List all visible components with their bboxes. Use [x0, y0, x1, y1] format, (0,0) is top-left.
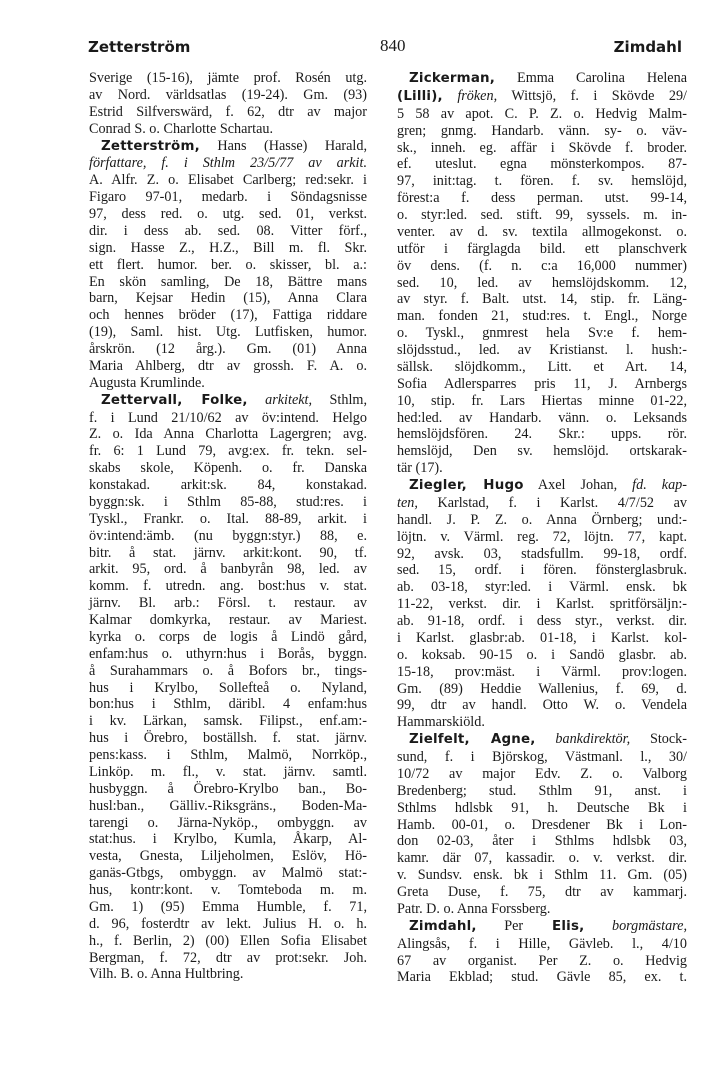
text-line: Z. o. Ida Anna Charlotta Lagergren; avg.	[89, 426, 367, 443]
text-line: sk., inneh. eg. affär i Skövde f. broder.	[397, 139, 687, 156]
entry-name: Zielfelt, Agne,	[409, 732, 536, 748]
text-line: bitr. å stat. järnv. arkit:kont. 90, tf.	[89, 544, 367, 561]
text-line: Augusta Krumlinde.	[89, 374, 205, 391]
text-line: o. styr:led. sed. stift. 99, syssels. m. in-	[397, 207, 687, 223]
running-head-left: Zetterström	[88, 38, 191, 56]
text-line: hus, kontr:kont. v. Tomteboda m. m.	[89, 882, 367, 898]
text-line: h., f. Berlin, 2) (00) Ellen Sofia Elisabet	[89, 932, 367, 949]
text-line: slöjdsstud., led. av Kristianst. l. hush:-	[397, 342, 687, 358]
text-line: 10, stip. fr. Lars Hiertas minne 01-22,	[397, 392, 687, 409]
text-line: författare, f. i Sthlm 23/5/77 av arkit.	[89, 155, 367, 172]
text-line: Figaro 97-01, medarb. i Söndagsnisse	[89, 189, 367, 206]
text-line: sed. 10, led. av hemslöjdskomm. 12,	[397, 274, 687, 291]
text-line: öv:intend:ämb. (nu byggn:styr.) 88, e.	[89, 527, 367, 544]
entry-zielfelt	[397, 731, 687, 918]
text-line: av Nord. världsatlas (19-24). Gm. (93)	[89, 86, 367, 103]
text-line: enfam:hus o. uthyrn:hus i Borås, byggn.	[89, 645, 367, 662]
entry-zimdahl	[397, 918, 687, 987]
text-line: i Karlst. glasbr:ab. 01-18, i Karlst. kol-	[397, 629, 687, 646]
text-line: ab. 03-18, styr:led. i Värml. ensk. bk	[397, 579, 687, 596]
text-line: hus i Krylbo, Sollefteå o. Nyland,	[89, 679, 367, 696]
text-line: kyrka o. corps de logis å Lindö gård,	[89, 628, 367, 645]
text-line: dir. i dess ab. sed. 08. Vitter förf.,	[89, 222, 367, 239]
text-line: skabs skole, Köpenh. o. fr. Danska	[89, 460, 367, 477]
entry-name: Zimdahl,	[409, 918, 477, 934]
text-line: och hennes bröder (17), Fattiga riddare	[89, 307, 367, 324]
text-line: Greta Duse, f. 75, dtr av kammarj.	[397, 884, 687, 900]
right-column	[397, 70, 687, 986]
text-line: Linköp. m. fl., v. stat. järnv. samtl.	[89, 763, 367, 780]
text-line: ganäs-Gtbgs, ombyggn. av Malmö stat:-	[89, 865, 367, 882]
text-line: Sverige (15-16), jämte prof. Rosén utg.	[89, 70, 367, 86]
text-line: stat:hus. i Krylbo, Kumla, Åkarp, Al-	[89, 831, 367, 848]
text-line: f. i Lund 21/10/62 av öv:intend. Helgo	[89, 409, 367, 426]
text-line: husbyggn. å Örebro-Krylbo ban., Bo-	[89, 780, 367, 797]
text-line: gren; gnmg. Handarb. vänn. sy- o. väv-	[397, 122, 687, 139]
text-line: A. Alfr. Z. o. Elisabet Carlberg; red:sekr. i	[89, 172, 367, 189]
entry-title: bankdirektör,	[535, 731, 631, 748]
text-line: arkit. 95, ord. å banbyrån 98, led. av	[89, 561, 367, 578]
text-line: pens:kass. i Sthlm, Malmö, Norrköp.,	[89, 747, 367, 763]
text-line: å Surahammars o. å Bofors br., tings-	[89, 662, 367, 679]
text-line: 99, dtr av handl. Otto W. o. Vendela	[397, 697, 687, 714]
entry-title: borgmästare,	[584, 917, 688, 934]
running-head-right: Zimdahl	[613, 38, 682, 56]
text-line: fr. 6: 1 Lund 79, avg:ex. fr. tekn. sel-	[89, 443, 367, 460]
text-line: Maria Ahlberg, dtr av grossh. F. A. o.	[89, 357, 367, 374]
text-line: tarengi o. Järna-Nyköp., ombyggn. av	[89, 814, 367, 831]
entry-ziegler	[397, 477, 687, 731]
text-line: kamr. där 07, kassadir. o. v. verkst. dir.	[397, 850, 687, 867]
text-line: (Lilli), fröken, Wittsjö, f. i Skövde 29/	[397, 87, 687, 104]
text-line: vesta, Gnesta, Liljeholmen, Eslöv, Hö-	[89, 848, 367, 865]
text-line: Hammarskiöld.	[397, 714, 485, 731]
text-line: förest:a f. dess perman. utst. 99-14,	[397, 190, 687, 207]
text-line: Sthlms hdlsbk 91, h. Deutsche Bk i	[397, 799, 687, 816]
text-line: konstakad. arkit:sk. 84, konstakad.	[89, 477, 367, 493]
text-line: Alingsås, f. i Hille, Gävleb. l., 4/10	[397, 935, 687, 952]
text-line: hed:led. av Handarb. vänn. o. Leksands	[397, 409, 687, 426]
text-line: hemslöjdsfören. 24. Skr.: upps. rör.	[397, 426, 687, 443]
text-line: man. fonden 21, stud:res. t. Engl., Norge	[397, 308, 687, 325]
text-line: Patr. D. o. Anna Forssberg.	[397, 900, 551, 917]
text-line: Sofia Adlersparres pris 11, J. Arnbergs	[397, 375, 687, 392]
text-line: o. Tyskl., gnmrest hela Sv:e f. hem-	[397, 325, 687, 342]
entry-title: fd. kap-	[617, 477, 687, 493]
entry-headline: Zielfelt, Agne, bankdirektör, Stock-	[409, 731, 687, 748]
text-line: Gm. 1) (95) Emma Humble, f. 71,	[89, 898, 367, 915]
text-line: i kv. Lärkan, samsk. Filipst., enf.am:-	[89, 713, 367, 730]
entry-headline: Zimdahl, Per Elis, borgmästare,	[409, 917, 688, 934]
text-line: byggn:sk. i Sthlm 85-88, stud:res. i	[89, 493, 367, 510]
entry-headline: Zettervall, Folke, arkitekt, Sthlm,	[101, 391, 367, 408]
text-line: d. 96, fosterdtr av lekt. Julius H. o. h.	[89, 915, 367, 932]
left-column	[89, 70, 367, 983]
text-line: husl:ban., Gälliv.-Riksgräns., Boden-Ma-	[89, 797, 367, 814]
text-line: Tyskl., Frankr. o. Ital. 88-89, arkit. i	[89, 510, 367, 527]
text-line: löjtn. v. Värml. reg. 72, löjtn. 77, kapt.	[397, 528, 687, 545]
entry-title: arkitekt,	[247, 391, 313, 408]
text-line: sällsk. slöjdkomm., Litt. et Art. 14,	[397, 358, 687, 375]
text-line: Maria Ekblad; stud. Gävle 85, ex. t.	[397, 969, 687, 986]
text-line: av styr. f. Balt. utst. 14, stip. fr. Läng-	[397, 291, 687, 308]
text-line: öv dens. (f. n. c:a 16,000 nummer)	[397, 257, 687, 274]
text-line: ab. 91-18, ordf. i dess styr., verkst. dir.	[397, 613, 687, 629]
text-line: 15-18, prov:mäst. i Värml. prov:logen.	[397, 663, 687, 680]
entry-headline	[89, 138, 367, 156]
text-line: 97, init:tag. t. fören. f. sv. hemslöjd,	[397, 173, 687, 190]
text-line: tär (17).	[397, 460, 443, 477]
text-line: Hamb. 00-01, o. Dresdener Bk i Lon-	[397, 816, 687, 833]
text-line: bon:hus i Sthlm, däribl. 4 enfam:hus	[89, 696, 367, 713]
entry-headline: Ziegler, Hugo Axel Johan, fd. kap-	[409, 477, 687, 493]
text-line: hemslöjd, Den sv. hemslöjd. ortskarak-	[397, 443, 687, 460]
text-line: En skön samling, De 18, Bättre mans	[89, 273, 367, 290]
text-line: ten, Karlstad, f. i Karlst. 4/7/52 av	[397, 494, 687, 511]
entry-headline: Zickerman, Emma Carolina Helena	[409, 70, 687, 86]
text-line: handl. J. P. Z. o. Anna Örnberg; und:-	[397, 511, 687, 528]
entry-name: Zickerman,	[409, 71, 496, 86]
text-line: 5 58 av apot. C. P. Z. o. Hedvig Malm-	[397, 105, 687, 122]
text-line: Estrid Silfverswärd, f. 62, dtr av major	[89, 103, 367, 120]
text-line: Kalmar domkyrka, restaur. av Mariest.	[89, 612, 367, 628]
entry-name: Zettervall, Folke,	[101, 392, 248, 408]
text-line: o. koksab. 90-15 o. i Sandö glasbr. ab.	[397, 646, 687, 663]
text-line: Vilh. B. o. Anna Hultbring.	[89, 966, 244, 983]
text-line: hus i Örebro, boställsh. f. stat. järnv.	[89, 730, 367, 747]
text-line: ef. uteslut. egna mönsterkompos. 87-	[397, 156, 687, 173]
text-line: (19), Saml. hist. Utg. Lutfisken, humor.	[89, 324, 367, 341]
text-line: Bergman, f. 72, dtr av prot:sekr. Joh.	[89, 949, 367, 966]
entry-name: Ziegler, Hugo	[409, 478, 524, 493]
text-line: ett flert. humor. ber. o. skisser, bl. a.:	[89, 256, 367, 273]
continuation-text	[89, 70, 367, 138]
text-line: 10/72 av major Edv. Z. o. Valborg	[397, 765, 687, 782]
entry-zettervall	[89, 392, 367, 984]
text-line: v. Sundsv. ensk. bk i Sthlm 11. Gm. (05)	[397, 867, 687, 884]
text-line: sed. 15, ordf. i fören. fönsterglasbruk.	[397, 562, 687, 579]
text-line: don 02-03, åter i Sthlms hdlsbk 03,	[397, 833, 687, 850]
text-line: Conrad S. o. Charlotte Schartau.	[89, 120, 274, 137]
text-line: Bredenberg; stud. Sthlm 91, anst. i	[397, 782, 687, 799]
text-line: utför i färglagda bild. ett planschverk	[397, 240, 687, 257]
text-line: sign. Hasse Z., H.Z., Bill m. fl. Skr.	[89, 239, 367, 256]
entry-zickerman	[397, 70, 687, 477]
text-line: venter. av d. sv. textila allmogekonst. o.	[397, 223, 687, 240]
text-line: sund, f. i Björskog, Västmanl. l., 30/	[397, 749, 687, 765]
text-line: Gm. (89) Heddie Wallenius, f. 69, d.	[397, 680, 687, 697]
text-line: 97, dess red. o. utg. sed. 01, verkst.	[89, 206, 367, 222]
text-line: järnv. Bl. arb.: Försl. t. restaur. av	[89, 595, 367, 612]
entry-text: Hans (Hasse) Harald,	[199, 137, 367, 154]
text-line: barn, Kejsar Hedin (15), Anna Clara	[89, 290, 367, 307]
text-line: årskrön. (12 årg.). Gm. (01) Anna	[89, 341, 367, 357]
page-number: 840	[380, 36, 406, 55]
text-line: 67 av organist. Per Z. o. Hedvig	[397, 952, 687, 969]
entry-name: Zetterström,	[101, 138, 200, 154]
entry-zetterstrom	[89, 138, 367, 392]
text-line: komm. f. utredn. ang. bost:hus v. stat.	[89, 578, 367, 595]
text-line: 11-22, verkst. dir. i Karlst. spritförsäljn:-	[397, 596, 687, 613]
text-line: 92, avsk. 03, stadsfullm. 99-18, ordf.	[397, 545, 687, 562]
